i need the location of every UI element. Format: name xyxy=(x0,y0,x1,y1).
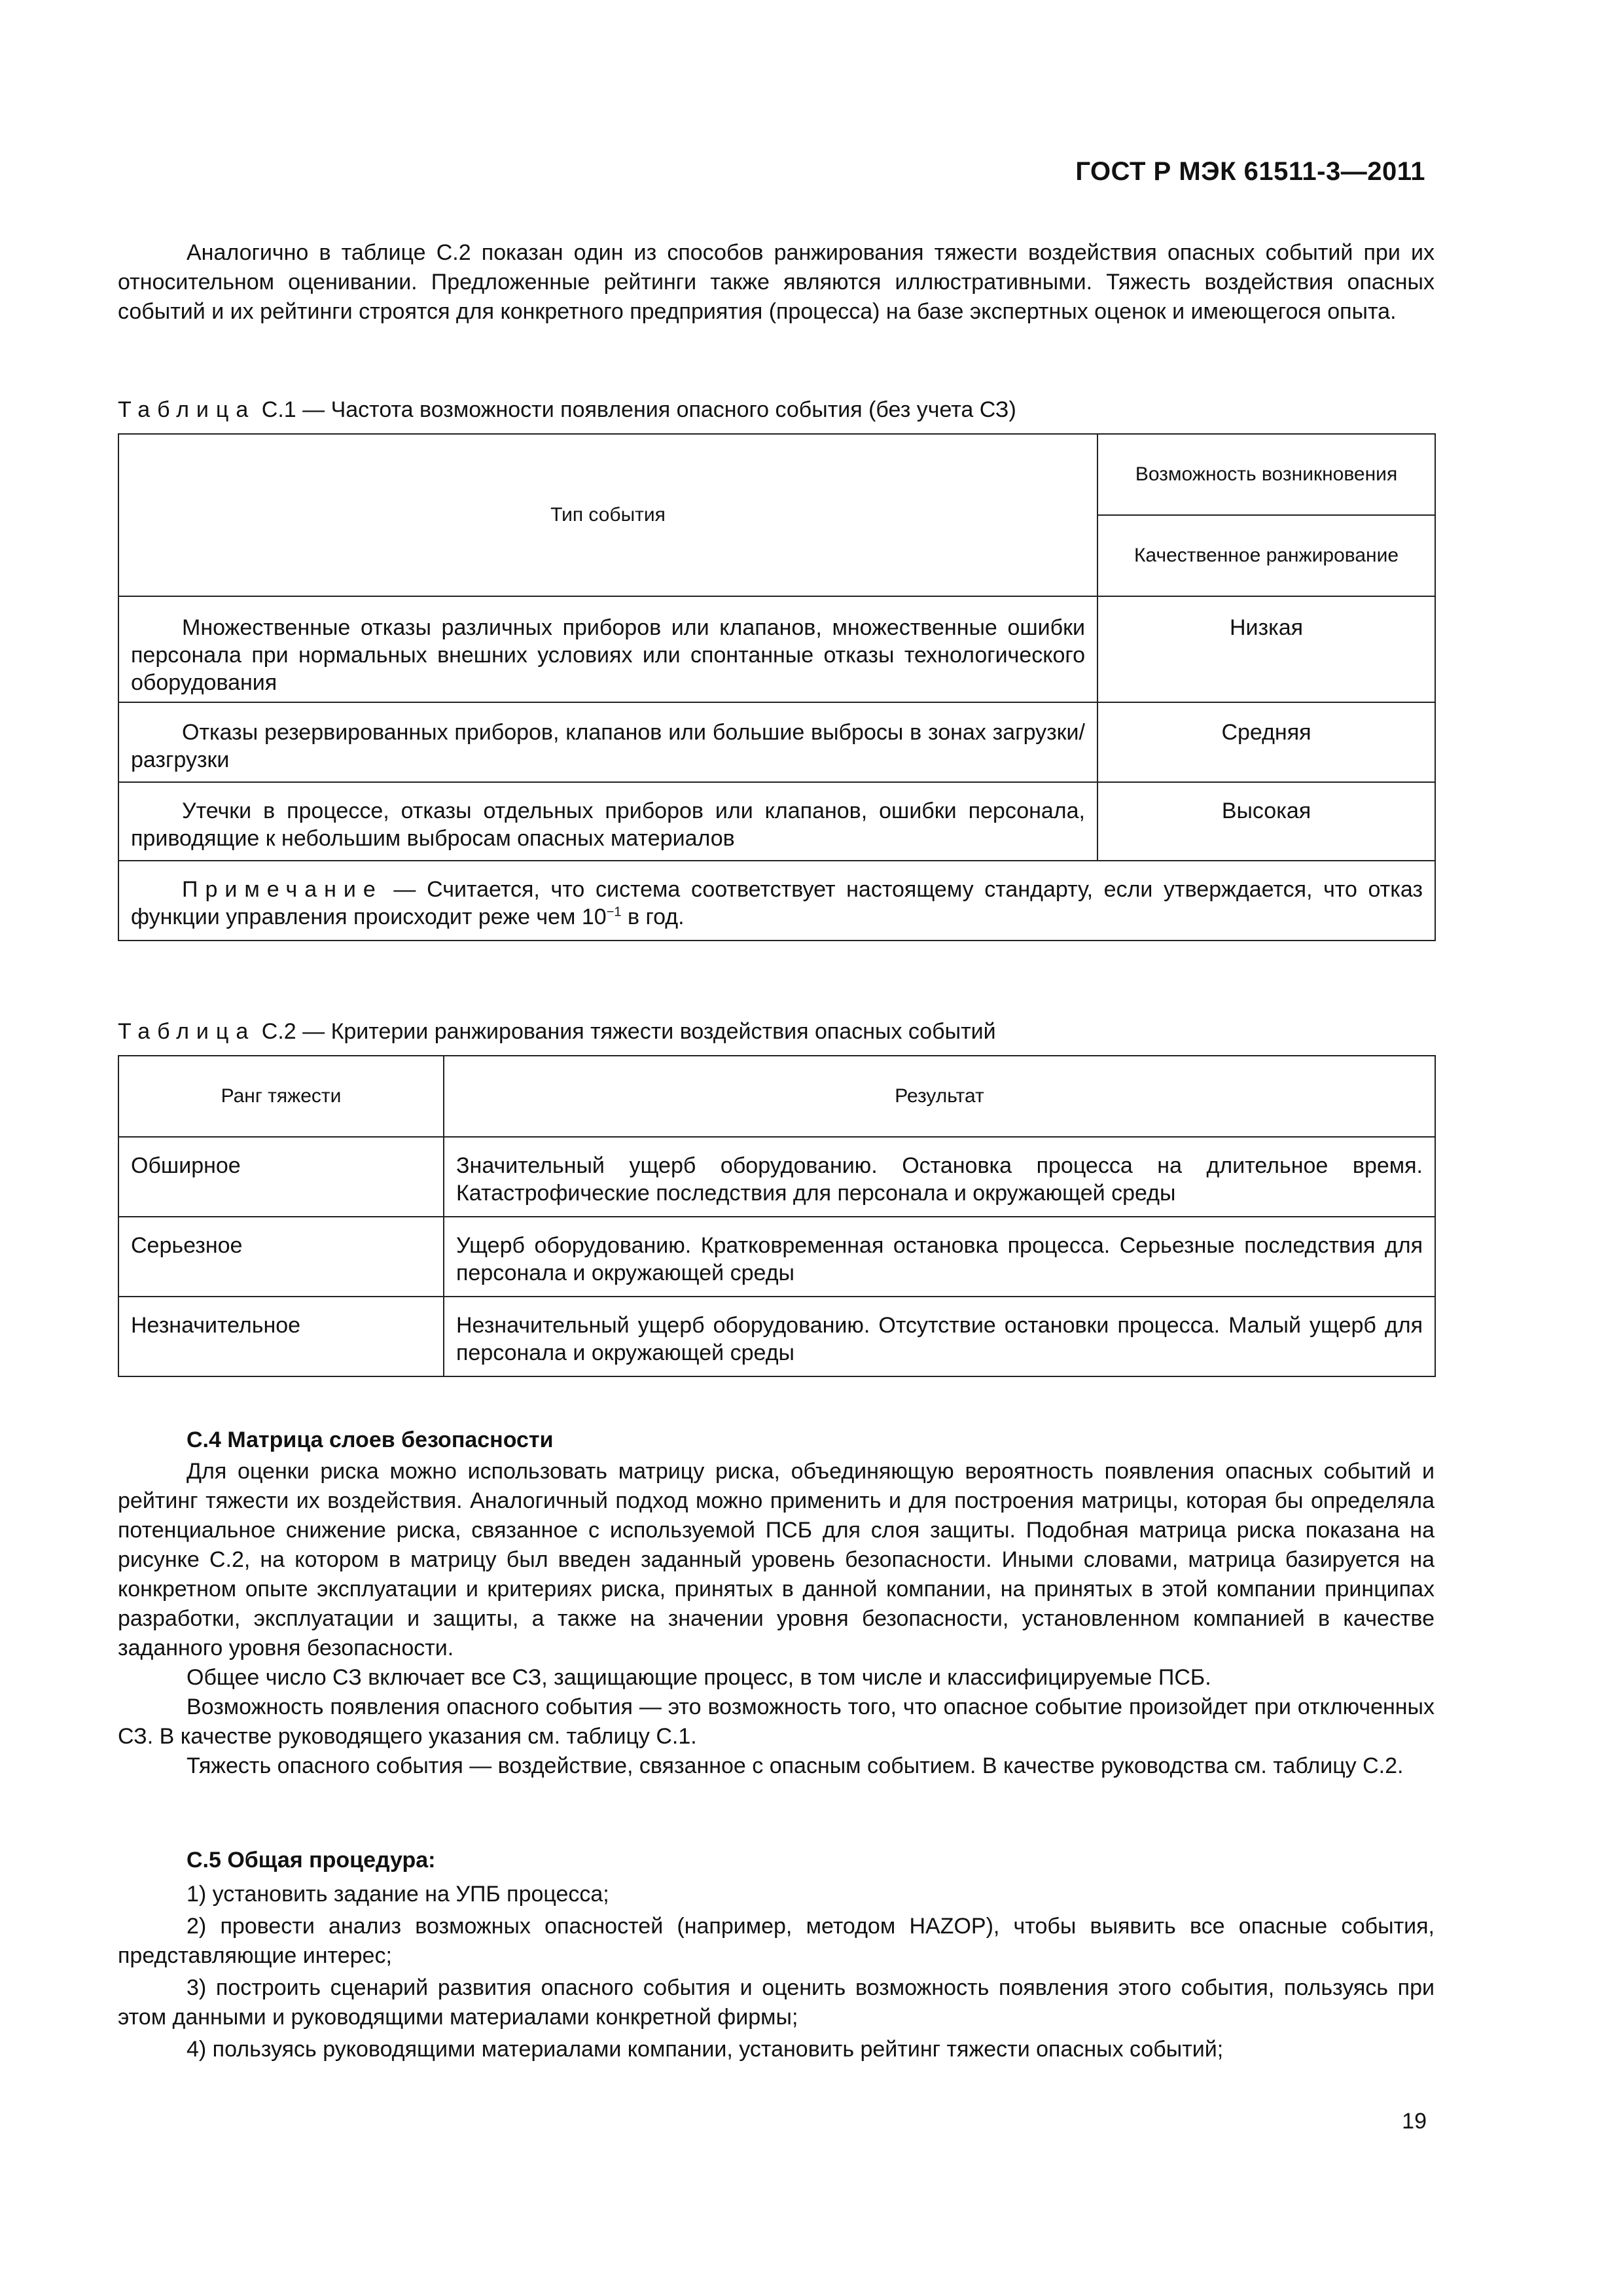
table2-rank-cell: Обширное xyxy=(118,1137,444,1217)
table1-rank-cell: Средняя xyxy=(1097,702,1435,782)
table1-event-cell: Отказы резервированных приборов, клапанов или большие выбросы в зонах загрузки/разгрузки xyxy=(118,702,1097,782)
list-item: 2) провести анализ возможных опасностей (например, методом HAZOP), чтобы выявить все опасные события, представляющие интерес; xyxy=(118,1914,1435,1968)
table2-result-cell: Ущерб оборудованию. Кратковременная остановка процесса. Серьезные последствия для персонала и окружающей среды xyxy=(444,1217,1435,1297)
table-row xyxy=(118,1137,1435,1217)
table2-result-cell: Незначительный ущерб оборудованию. Отсутствие остановки процесса. Малый ущерб для персонала и окружающей среды xyxy=(444,1297,1435,1376)
section-c4-title: С.4 Матрица слоев безопасности xyxy=(187,1427,554,1452)
section-c5-list xyxy=(118,1880,1435,2064)
table1-event-cell: Утечки в процессе, отказы отдельных приборов или клапанов, ошибки персонала, приводящие к небольшим выбросам опасных материалов xyxy=(118,782,1097,861)
table1 xyxy=(118,433,1436,941)
table1-event-cell: Множественные отказы различных приборов или клапанов, множественные ошибки персонала при нормальных внешних условиях или спонтанные отказы технологического оборудования xyxy=(118,596,1097,702)
table1-caption-label: Таблица xyxy=(118,397,256,422)
table1-header-possibility: Возможность возникновения xyxy=(1097,434,1435,515)
list-item: 1) установить задание на УПБ процесса; xyxy=(187,1882,609,1907)
table-row xyxy=(118,1217,1435,1297)
table2-caption-label: Таблица xyxy=(118,1019,256,1044)
list-item: 3) построить сценарий развития опасного события и оценить возможность появления этого события, пользуясь при этом данными и руководящими материалами конкретной фирмы; xyxy=(118,1975,1435,2030)
table1-rank-cell: Высокая xyxy=(1097,782,1435,861)
section-c4-body xyxy=(118,1457,1435,1781)
intro-text: Аналогично в таблице С.2 показан один из способов ранжирования тяжести воздействия опасных событий при их относительном оценивании. Предложенные рейтинги также являются иллюстративными. Тяжесть воздействия опасных событий и их рейтинги строятся для конкретного предприятия (процесса) на базе экспертных оценок и имеющегося опыта. xyxy=(118,240,1435,324)
intro-paragraph xyxy=(118,238,1435,327)
table-row xyxy=(118,782,1435,861)
table1-note-row xyxy=(118,861,1435,941)
document-header: ГОСТ Р МЭК 61511-3—2011 xyxy=(1075,157,1425,186)
section-c4-paragraph: Тяжесть опасного события — воздействие, связанное с опасным событием. В качестве руководства см. таблицу С.2. xyxy=(187,1753,1404,1778)
page-number: 19 xyxy=(1402,2109,1427,2134)
table2-header-result: Результат xyxy=(444,1056,1435,1137)
table1-header-event: Тип события xyxy=(118,434,1097,596)
table2-header-rank: Ранг тяжести xyxy=(118,1056,444,1137)
table-row xyxy=(118,1297,1435,1376)
section-c5-title: С.5 Общая процедура: xyxy=(187,1848,436,1873)
list-item: 4) пользуясь руководящими материалами компании, установить рейтинг тяжести опасных событий; xyxy=(187,2037,1224,2062)
table1-caption-text: С.1 — Частота возможности появления опасного события (без учета СЗ) xyxy=(261,397,1016,422)
section-c4-paragraph: Общее число СЗ включает все СЗ, защищающие процесс, в том числе и классифицируемые ПСБ. xyxy=(187,1665,1211,1690)
table2-caption-text: С.2 — Критерии ранжирования тяжести воздействия опасных событий xyxy=(261,1019,996,1044)
table2-caption xyxy=(118,1017,996,1047)
section-c4-paragraph: Возможность появления опасного события — это возможность того, что опасное событие произойдет при отключенных СЗ. В качестве руководящего указания см. таблицу С.1. xyxy=(118,1695,1435,1749)
table1-rank-cell: Низкая xyxy=(1097,596,1435,702)
table1-note: Примечание — Считается, что система соответствует настоящему стандарту, если утверждается, что отказ функции управления происходит реже чем $10^{-1}$ в год. xyxy=(118,861,1435,941)
table1-header-ranking: Качественное ранжирование xyxy=(1097,515,1435,596)
table2-rank-cell: Серьезное xyxy=(118,1217,444,1297)
table-row xyxy=(118,596,1435,702)
table2-rank-cell: Незначительное xyxy=(118,1297,444,1376)
section-c4-paragraph: Для оценки риска можно использовать матрицу риска, объединяющую вероятность появления опасных событий и рейтинг тяжести их воздействия. Аналогичный подход можно применить и для построения матрицы, которая бы определяла потенциальное снижение риска, связанное с используемой ПСБ для слоя защиты. Подобная матрица риска показана на рисунке С.2, на котором в матрицу был введен заданный уровень безопасности. Иными словами, матрица базируется на конкретном опыте эксплуатации и критериях риска, принятых в данной компании, на принятых в этой компании принципах разработки, эксплуатации и защиты, а также на значении уровня безопасности, установленном компанией в качестве заданного уровня безопасности. xyxy=(118,1459,1435,1660)
table2-result-cell: Значительный ущерб оборудованию. Остановка процесса на длительное время. Катастрофические последствия для персонала и окружающей среды xyxy=(444,1137,1435,1217)
table2 xyxy=(118,1055,1436,1377)
table1-caption xyxy=(118,395,1016,425)
table-row xyxy=(118,702,1435,782)
